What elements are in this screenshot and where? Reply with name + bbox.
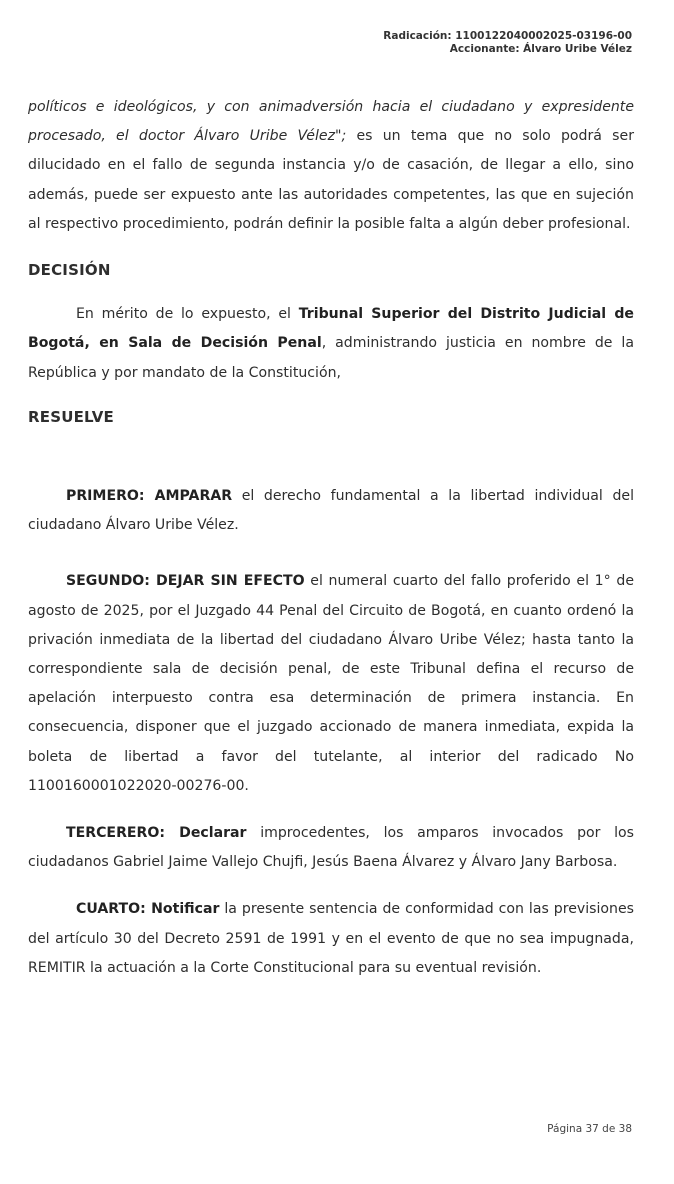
resolution-cuarto <box>28 895 634 983</box>
resolution-segundo <box>28 567 634 801</box>
radicacion-number: Radicación: 1100122040002025-03196-00 <box>383 30 632 42</box>
page-header <box>383 30 632 56</box>
resuelve-heading: RESUELVE <box>28 407 114 426</box>
decision-paragraph <box>28 300 634 388</box>
decision-rest: , administrando justicia en nombre de la República y por mandato de la Constitución, <box>28 335 634 381</box>
tercero-label: TERCERERO: Declarar <box>66 825 247 842</box>
primero-label: PRIMERO: AMPARAR <box>66 488 233 505</box>
court-name: Tribunal Superior del Distrito Judicial de Bogotá, en Sala de Decisión Penal <box>28 306 634 352</box>
segundo-text: el numeral cuarto del fallo proferido el 1° de agosto de 2025, por el Juzgado 44 Penal del Circuito de Bogotá, en cuanto ordenó la privación inmediata de la libertad del ciudadano Álvaro Uribe Vélez; hasta tanto la correspondiente sala de decisión penal, de este Tribunal defina el recurso de apelación interpuesto contra esa determinación de primera instancia. En consecuencia, disponer que el juzgado accionado de manera inmediata, expida la boleta de libertad a favor del tutelante, al interior del radicado No 1100160001022020-00276-00. <box>28 573 634 794</box>
quoted-text: políticos e ideológicos, y con animadversión hacia el ciudadano y expresidente procesado, el doctor Álvaro Uribe Vélez"; <box>28 99 634 145</box>
decision-intro: En mérito de lo expuesto, el <box>76 306 299 323</box>
resolution-tercero <box>28 819 634 877</box>
continuation-text: es un tema que no solo podrá ser dilucidado en el fallo de segunda instancia y/o de casación, de llegar a ello, sino además, puede ser expuesto ante las autoridades competentes, las que en sujeción al respectivo procedimiento, podrán definir la posible falta a algún deber profesional. <box>28 128 634 232</box>
primero-text: el derecho fundamental a la libertad individual del ciudadano Álvaro Uribe Vélez. <box>28 488 634 534</box>
cuarto-label: CUARTO: Notificar <box>76 901 220 918</box>
segundo-label: SEGUNDO: DEJAR SIN EFECTO <box>66 573 305 590</box>
document-body <box>28 93 634 983</box>
cuarto-text: la presente sentencia de conformidad con las previsiones del artículo 30 del Decreto 2591 de 1991 y en el evento de que no sea impugnada, REMITIR la actuación a la Corte Constitucional para su eventual revisión. <box>28 901 634 976</box>
accionante-name: Accionante: Álvaro Uribe Vélez <box>449 43 632 55</box>
resolution-primero <box>28 482 634 540</box>
page-number: Página 37 de 38 <box>547 1123 632 1135</box>
continuation-paragraph <box>28 93 634 239</box>
decision-heading: DECISIÓN <box>28 261 111 280</box>
tercero-text: improcedentes, los amparos invocados por los ciudadanos Gabriel Jaime Vallejo Chujfi, Jesús Baena Álvarez y Álvaro Jany Barbosa. <box>28 825 635 871</box>
